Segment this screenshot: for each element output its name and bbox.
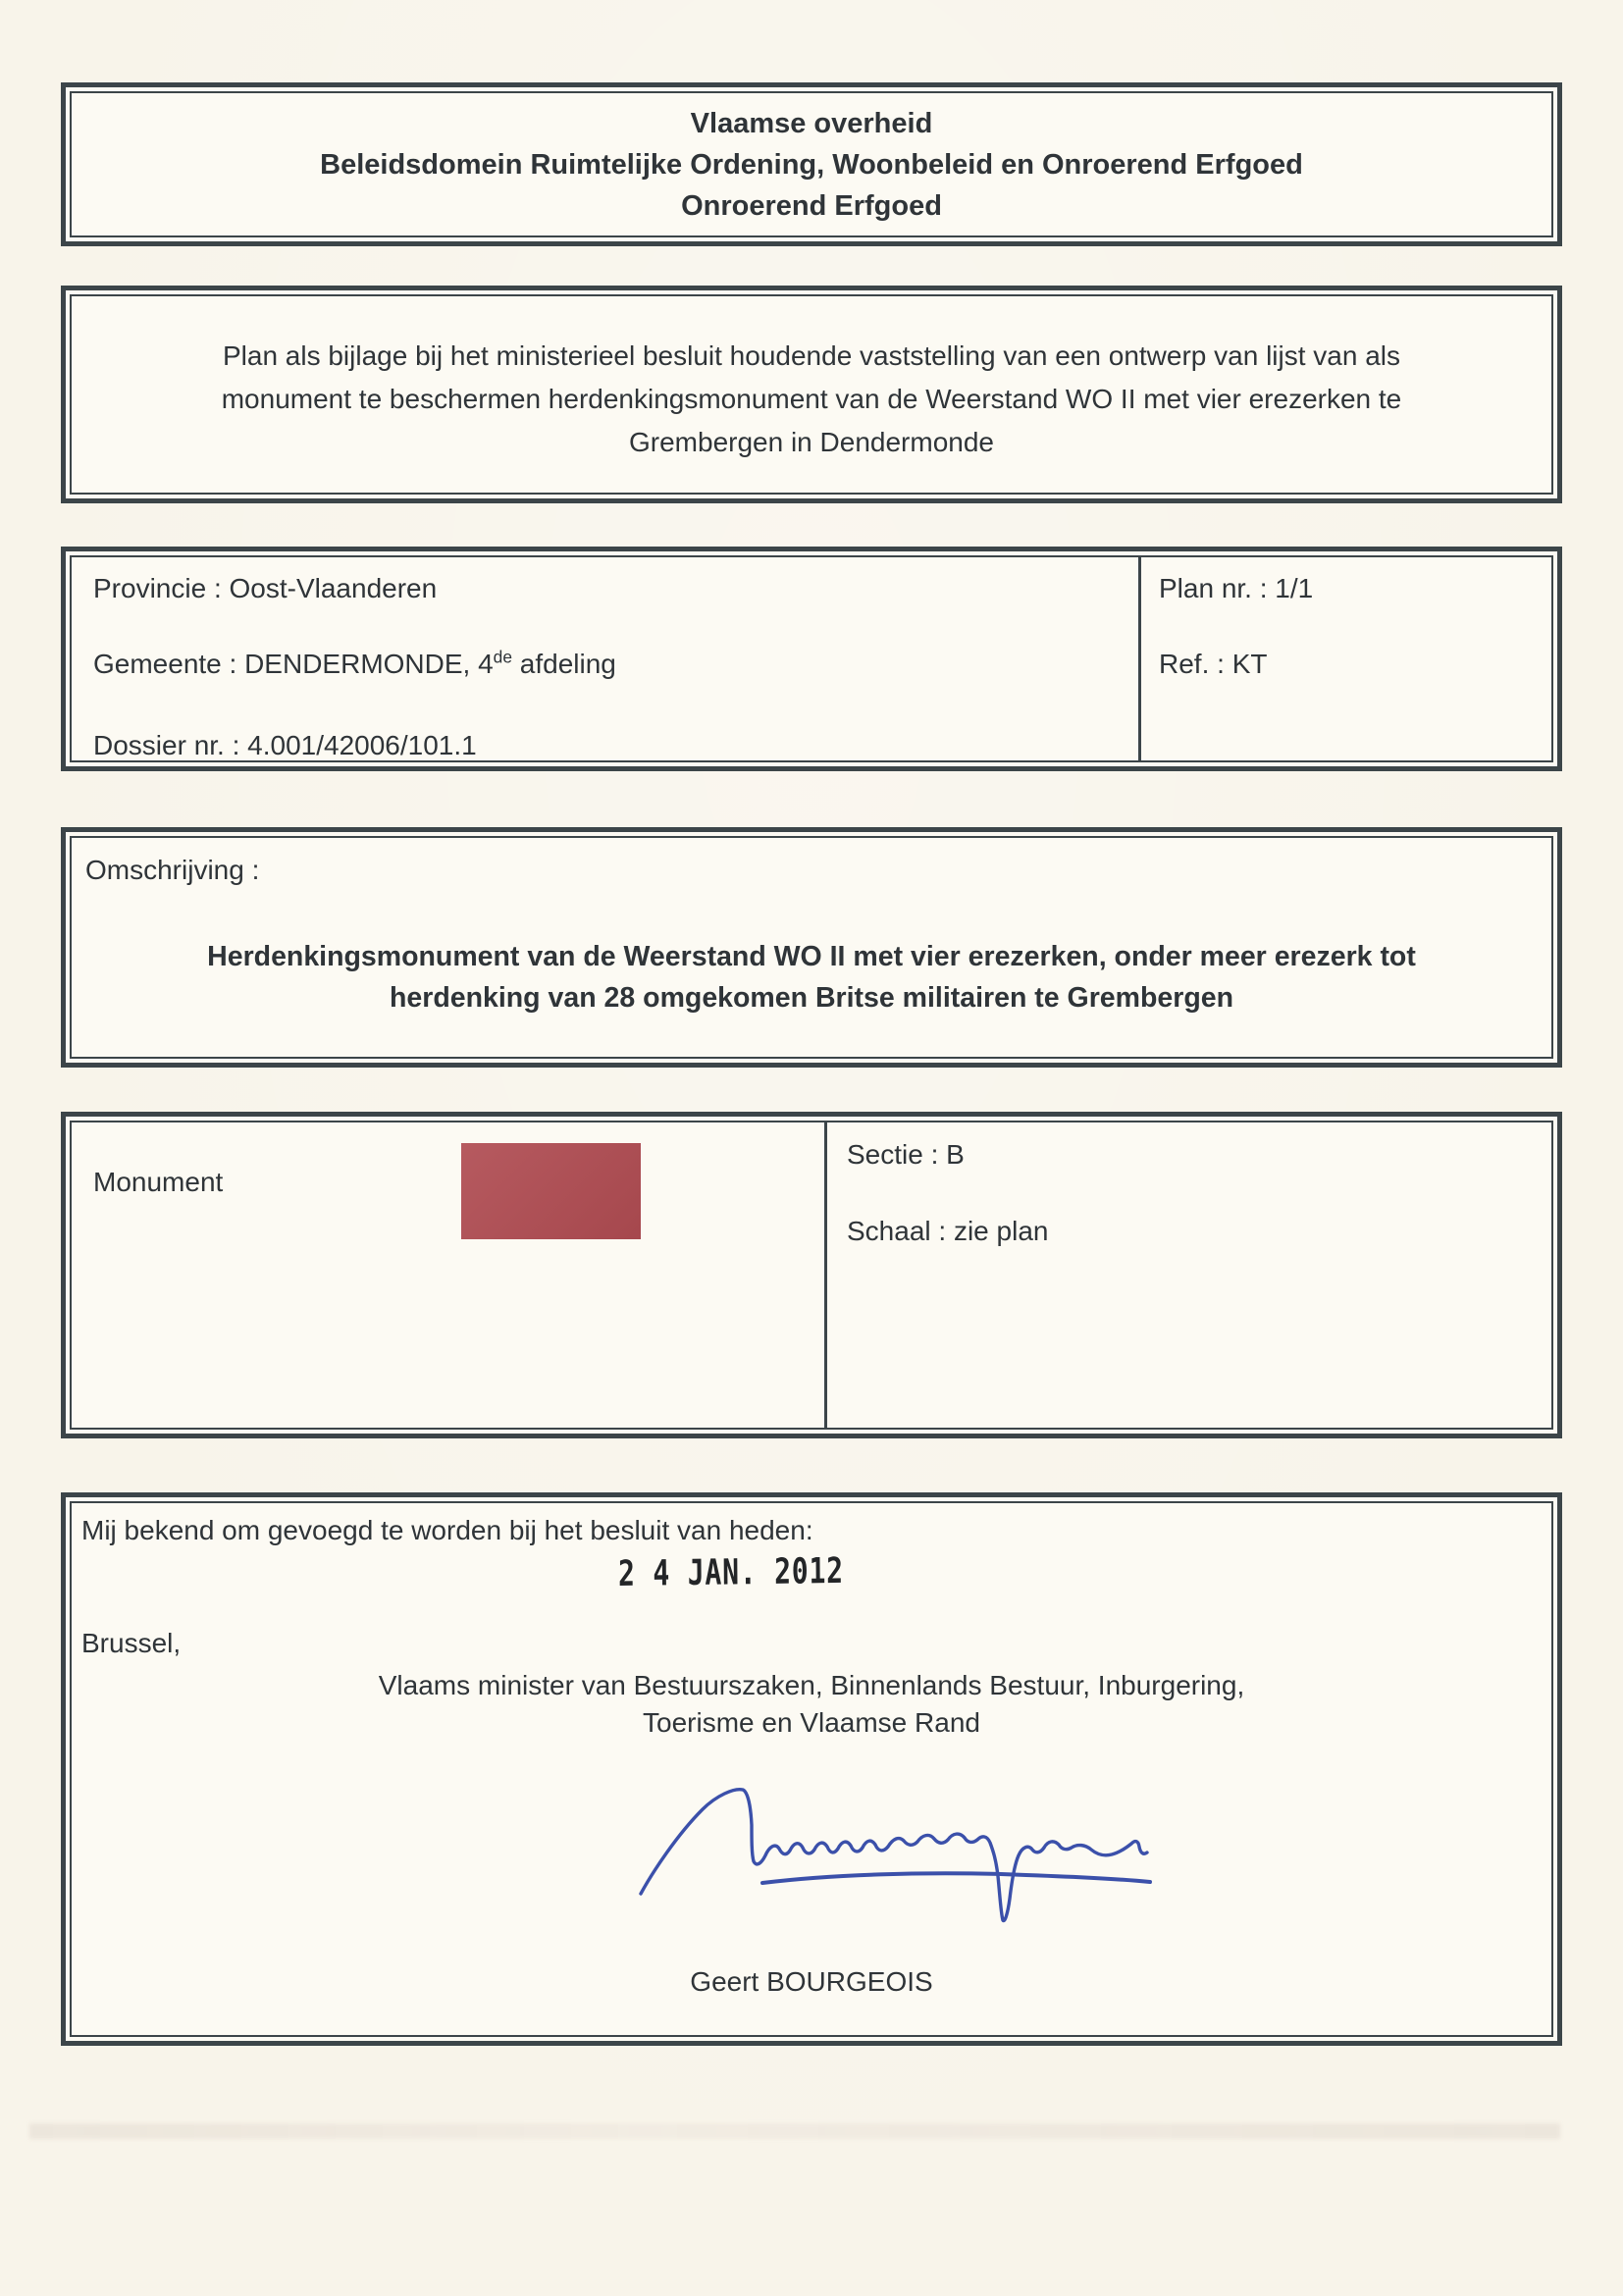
- gemeente-suffix-text: afdeling: [511, 649, 616, 679]
- place-label: Brussel,: [81, 1628, 182, 1658]
- scan-artifact: [29, 2123, 1560, 2139]
- org-department: Beleidsdomein Ruimtelijke Ordening, Woonbeleid en Onroerend Erfgoed: [320, 148, 1303, 181]
- gemeente-text: Gemeente : DENDERMONDE, 4: [93, 649, 494, 679]
- ref-field: Ref. : KT: [1159, 649, 1268, 679]
- monument-label: Monument: [93, 1167, 224, 1197]
- header-box: [61, 82, 1562, 246]
- plan-statement-box: [61, 286, 1562, 503]
- plan-statement-line: Plan als bijlage bij het ministerieel besluit houdende vaststelling van een ontwerp van lijst van als: [222, 340, 1401, 371]
- sectie-field: Sectie : B: [847, 1139, 965, 1170]
- details-box: [61, 547, 1562, 771]
- org-subdepartment: Onroerend Erfgoed: [681, 189, 942, 222]
- details-left-column: [72, 557, 1138, 760]
- legend-left-column: [72, 1122, 824, 1428]
- omschrijving-inner: [70, 836, 1553, 1059]
- schaal-field: Schaal : zie plan: [847, 1216, 1049, 1246]
- monument-color-swatch: [461, 1143, 641, 1239]
- approval-box: [61, 1492, 1562, 2046]
- details-inner: [70, 555, 1553, 762]
- plan-statement-line: Grembergen in Dendermonde: [629, 427, 994, 457]
- dossier-field: Dossier nr. : 4.001/42006/101.1: [93, 730, 477, 760]
- plan-statement-line: monument te beschermen herdenkingsmonument van de Weerstand WO II met vier erezerken te: [221, 384, 1402, 414]
- approval-inner: [70, 1501, 1553, 2037]
- omschrijving-description: [111, 936, 1512, 1018]
- omschrijving-box: [61, 827, 1562, 1068]
- approval-intro: Mij bekend om gevoegd te worden bij het besluit van heden:: [81, 1515, 813, 1545]
- org-name: Vlaamse overheid: [690, 107, 933, 139]
- omschrijving-description-line: Herdenkingsmonument van de Weerstand WO II met vier erezerken, onder meer erezerk tot: [207, 941, 1416, 972]
- gemeente-superscript: de: [493, 647, 512, 667]
- minister-title: [72, 1667, 1551, 1742]
- plan-nr-field: Plan nr. : 1/1: [1159, 573, 1314, 603]
- legend-box: [61, 1112, 1562, 1438]
- minister-title-line: Toerisme en Vlaamse Rand: [643, 1707, 980, 1738]
- header-box-inner: [70, 91, 1553, 237]
- date-stamp: 2 4 JAN. 2012: [617, 1550, 845, 1594]
- minister-title-line: Vlaams minister van Bestuurszaken, Binnenlands Bestuur, Inburgering,: [378, 1670, 1245, 1700]
- signature-ink: [608, 1766, 1197, 1943]
- provincie-field: Provincie : Oost-Vlaanderen: [93, 573, 438, 603]
- signer-name: Geert BOURGEOIS: [690, 1966, 933, 1997]
- omschrijving-description-line: herdenking van 28 omgekomen Britse militairen te Grembergen: [389, 982, 1233, 1014]
- plan-statement-inner: [70, 294, 1553, 495]
- omschrijving-label: Omschrijving :: [85, 855, 260, 885]
- legend-inner: [70, 1121, 1553, 1430]
- gemeente-field: [93, 647, 1138, 679]
- legend-right-column: [824, 1122, 1551, 1428]
- details-right-column: [1138, 557, 1551, 760]
